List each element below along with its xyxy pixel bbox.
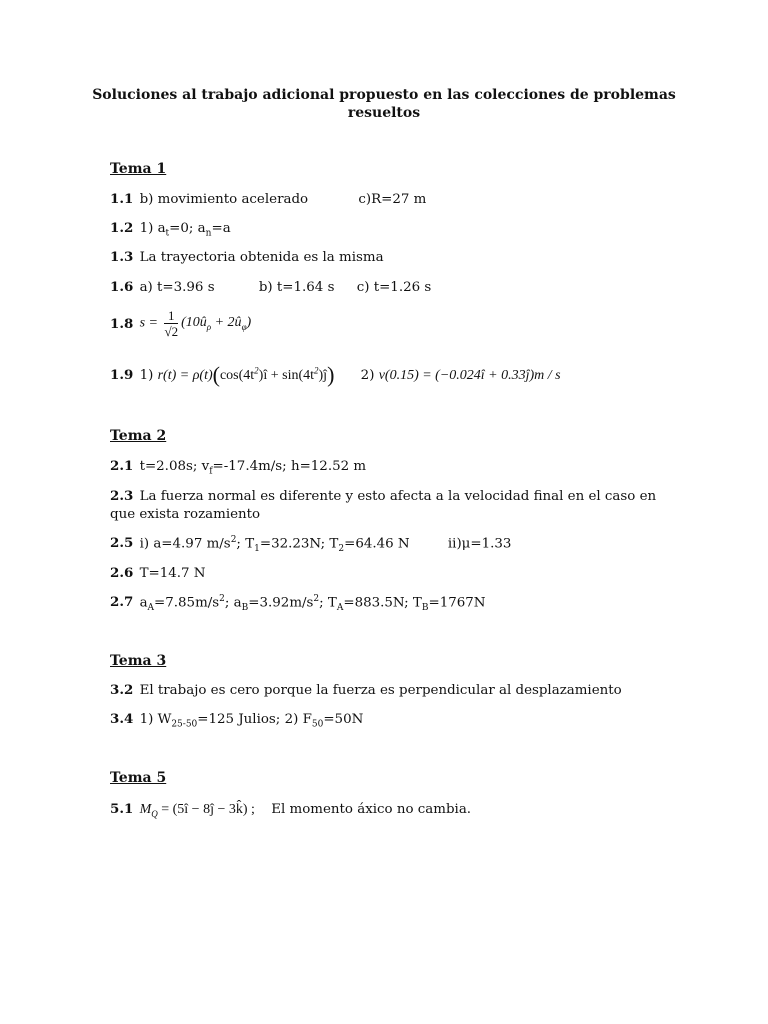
problem-number: 1.3 bbox=[110, 249, 134, 265]
answer-1-2 bbox=[110, 220, 231, 239]
answer-text: ; T bbox=[319, 595, 337, 611]
subscript: B bbox=[241, 603, 249, 614]
superscript: 2 bbox=[314, 365, 319, 376]
equation-term: M bbox=[139, 802, 152, 817]
answer-1-3 bbox=[110, 249, 384, 265]
problem-number: 1.9 bbox=[110, 367, 134, 383]
answer-part-b: b) movimiento acelerado bbox=[139, 192, 309, 207]
answer-1-6 bbox=[110, 279, 431, 295]
equation-term: (10û bbox=[181, 315, 207, 331]
problem-number: 3.2 bbox=[110, 682, 134, 698]
problem-number: 2.5 bbox=[110, 535, 134, 552]
answer-text: =883.5N; T bbox=[343, 595, 422, 611]
answer-2-6 bbox=[110, 565, 206, 581]
subscript: t bbox=[165, 228, 170, 239]
equation-term: r(t) = ρ(t) bbox=[157, 368, 213, 383]
answer-3-4 bbox=[110, 711, 363, 730]
answer-text: El momento áxico no cambia. bbox=[271, 802, 472, 817]
answer-1-1 bbox=[110, 191, 426, 207]
section-heading-tema-1: Tema 1 bbox=[110, 161, 167, 177]
superscript: 2 bbox=[219, 594, 225, 604]
equation-term: )ĵ bbox=[318, 368, 328, 383]
section-heading-tema-2: Tema 2 bbox=[110, 428, 167, 444]
answer-1-8 bbox=[110, 308, 251, 339]
subscript: 25-50 bbox=[171, 719, 198, 730]
subscript: A bbox=[336, 603, 344, 614]
answer-text: T=14.7 N bbox=[139, 566, 206, 581]
subscript: φ bbox=[241, 321, 247, 332]
equation-term: cos(4t bbox=[219, 368, 255, 383]
equation-term: )î + sin(4t bbox=[258, 368, 315, 383]
problem-number: 1.8 bbox=[110, 315, 134, 332]
section-heading-tema-3: Tema 3 bbox=[110, 653, 167, 669]
equation-position-vector: $r(t) = \rho(t)(\cos(4t^2)î$ + $\sin(4t^2)ĵ$) bbox=[157, 362, 335, 387]
answer-text: =64.46 N bbox=[344, 536, 410, 552]
page-title: Soluciones al trabajo adicional propuesto en las colecciones de problemas resueltos bbox=[92, 87, 676, 121]
problem-number: 2.7 bbox=[110, 594, 134, 611]
subscript: 2 bbox=[338, 544, 345, 555]
section-heading-tema-5: Tema 5 bbox=[110, 770, 167, 786]
problem-number: 2.1 bbox=[110, 458, 134, 474]
answer-text: =50N bbox=[323, 712, 364, 727]
equation-rhs bbox=[181, 315, 251, 330]
answer-part-ii: ii)μ=1.33 bbox=[447, 536, 512, 552]
answer-text: a bbox=[139, 595, 148, 611]
answer-part-a: a) t=3.96 s bbox=[139, 280, 215, 295]
subscript: A bbox=[147, 603, 155, 614]
subscript: 1 bbox=[254, 544, 260, 555]
superscript: 2 bbox=[313, 594, 320, 604]
answer-text: t=2.08s; v bbox=[139, 459, 210, 474]
answer-part-c: c)R=27 m bbox=[358, 192, 427, 207]
problem-number: 1.6 bbox=[110, 279, 134, 295]
answer-text: 1) W bbox=[139, 712, 172, 727]
answer-2-7 bbox=[110, 594, 486, 613]
answer-text: =1767N bbox=[428, 595, 486, 611]
answer-2-5 bbox=[110, 535, 511, 554]
answer-part-b: b) t=1.64 s bbox=[258, 280, 335, 295]
answer-part-c: c) t=1.26 s bbox=[356, 280, 432, 295]
equation-moment bbox=[140, 802, 255, 817]
answer-text: La trayectoria obtenida es la misma bbox=[139, 250, 384, 265]
answer-text: =125 Julios; 2) F bbox=[197, 712, 312, 727]
answer-2-1 bbox=[110, 458, 366, 477]
answer-text: =-17.4m/s; h=12.52 m bbox=[212, 459, 367, 474]
answer-1-9 bbox=[110, 362, 561, 388]
problem-number: 5.1 bbox=[110, 801, 134, 817]
fraction bbox=[164, 308, 178, 339]
superscript: 2 bbox=[254, 365, 259, 376]
fraction-denominator: √2 bbox=[164, 324, 179, 339]
subscript: Q bbox=[151, 808, 158, 819]
answer-text: =3.92m/s bbox=[248, 595, 314, 611]
subscript: ρ bbox=[206, 321, 212, 332]
answer-text: =7.85m/s bbox=[154, 595, 220, 611]
answer-5-1 bbox=[110, 801, 471, 819]
subscript: n bbox=[205, 228, 212, 239]
part-label: 2) bbox=[360, 368, 375, 383]
problem-number: 1.2 bbox=[110, 220, 134, 236]
answer-text: ; T bbox=[236, 536, 255, 552]
subscript: f bbox=[209, 466, 213, 477]
subscript: B bbox=[421, 603, 429, 614]
equation-velocity: v(0.15) = (−0.024î + 0.33ĵ)m / s bbox=[378, 368, 561, 383]
problem-number: 1.1 bbox=[110, 191, 134, 207]
answer-2-3 bbox=[110, 487, 670, 524]
equation-term: = (5î − 8ĵ − 3k̂) ; bbox=[157, 802, 255, 817]
answer-text: ; a bbox=[224, 595, 242, 611]
problem-number: 2.3 bbox=[110, 488, 134, 504]
equation-term: + 2û bbox=[211, 315, 242, 331]
superscript: 2 bbox=[230, 535, 237, 545]
fraction-numerator: 1 bbox=[164, 308, 178, 324]
equation-lhs: s = bbox=[139, 315, 162, 331]
answer-text: 1) a bbox=[139, 221, 166, 236]
answer-3-2 bbox=[110, 682, 622, 698]
subscript: 50 bbox=[311, 719, 324, 730]
equation-term: ) bbox=[246, 315, 252, 331]
problem-number: 2.6 bbox=[110, 565, 134, 581]
answer-text: i) a=4.97 m/s bbox=[139, 536, 231, 552]
answer-text: La fuerza normal es diferente y esto afecta a la velocidad final en el caso en que exista rozamiento bbox=[110, 489, 657, 522]
answer-text: =0; a bbox=[169, 221, 206, 236]
part-label: 1) bbox=[139, 368, 154, 383]
answer-text: El trabajo es cero porque la fuerza es perpendicular al desplazamiento bbox=[139, 683, 622, 698]
problem-number: 3.4 bbox=[110, 711, 134, 727]
answer-text: =32.23N; T bbox=[259, 536, 339, 552]
answer-text: =a bbox=[211, 221, 231, 236]
